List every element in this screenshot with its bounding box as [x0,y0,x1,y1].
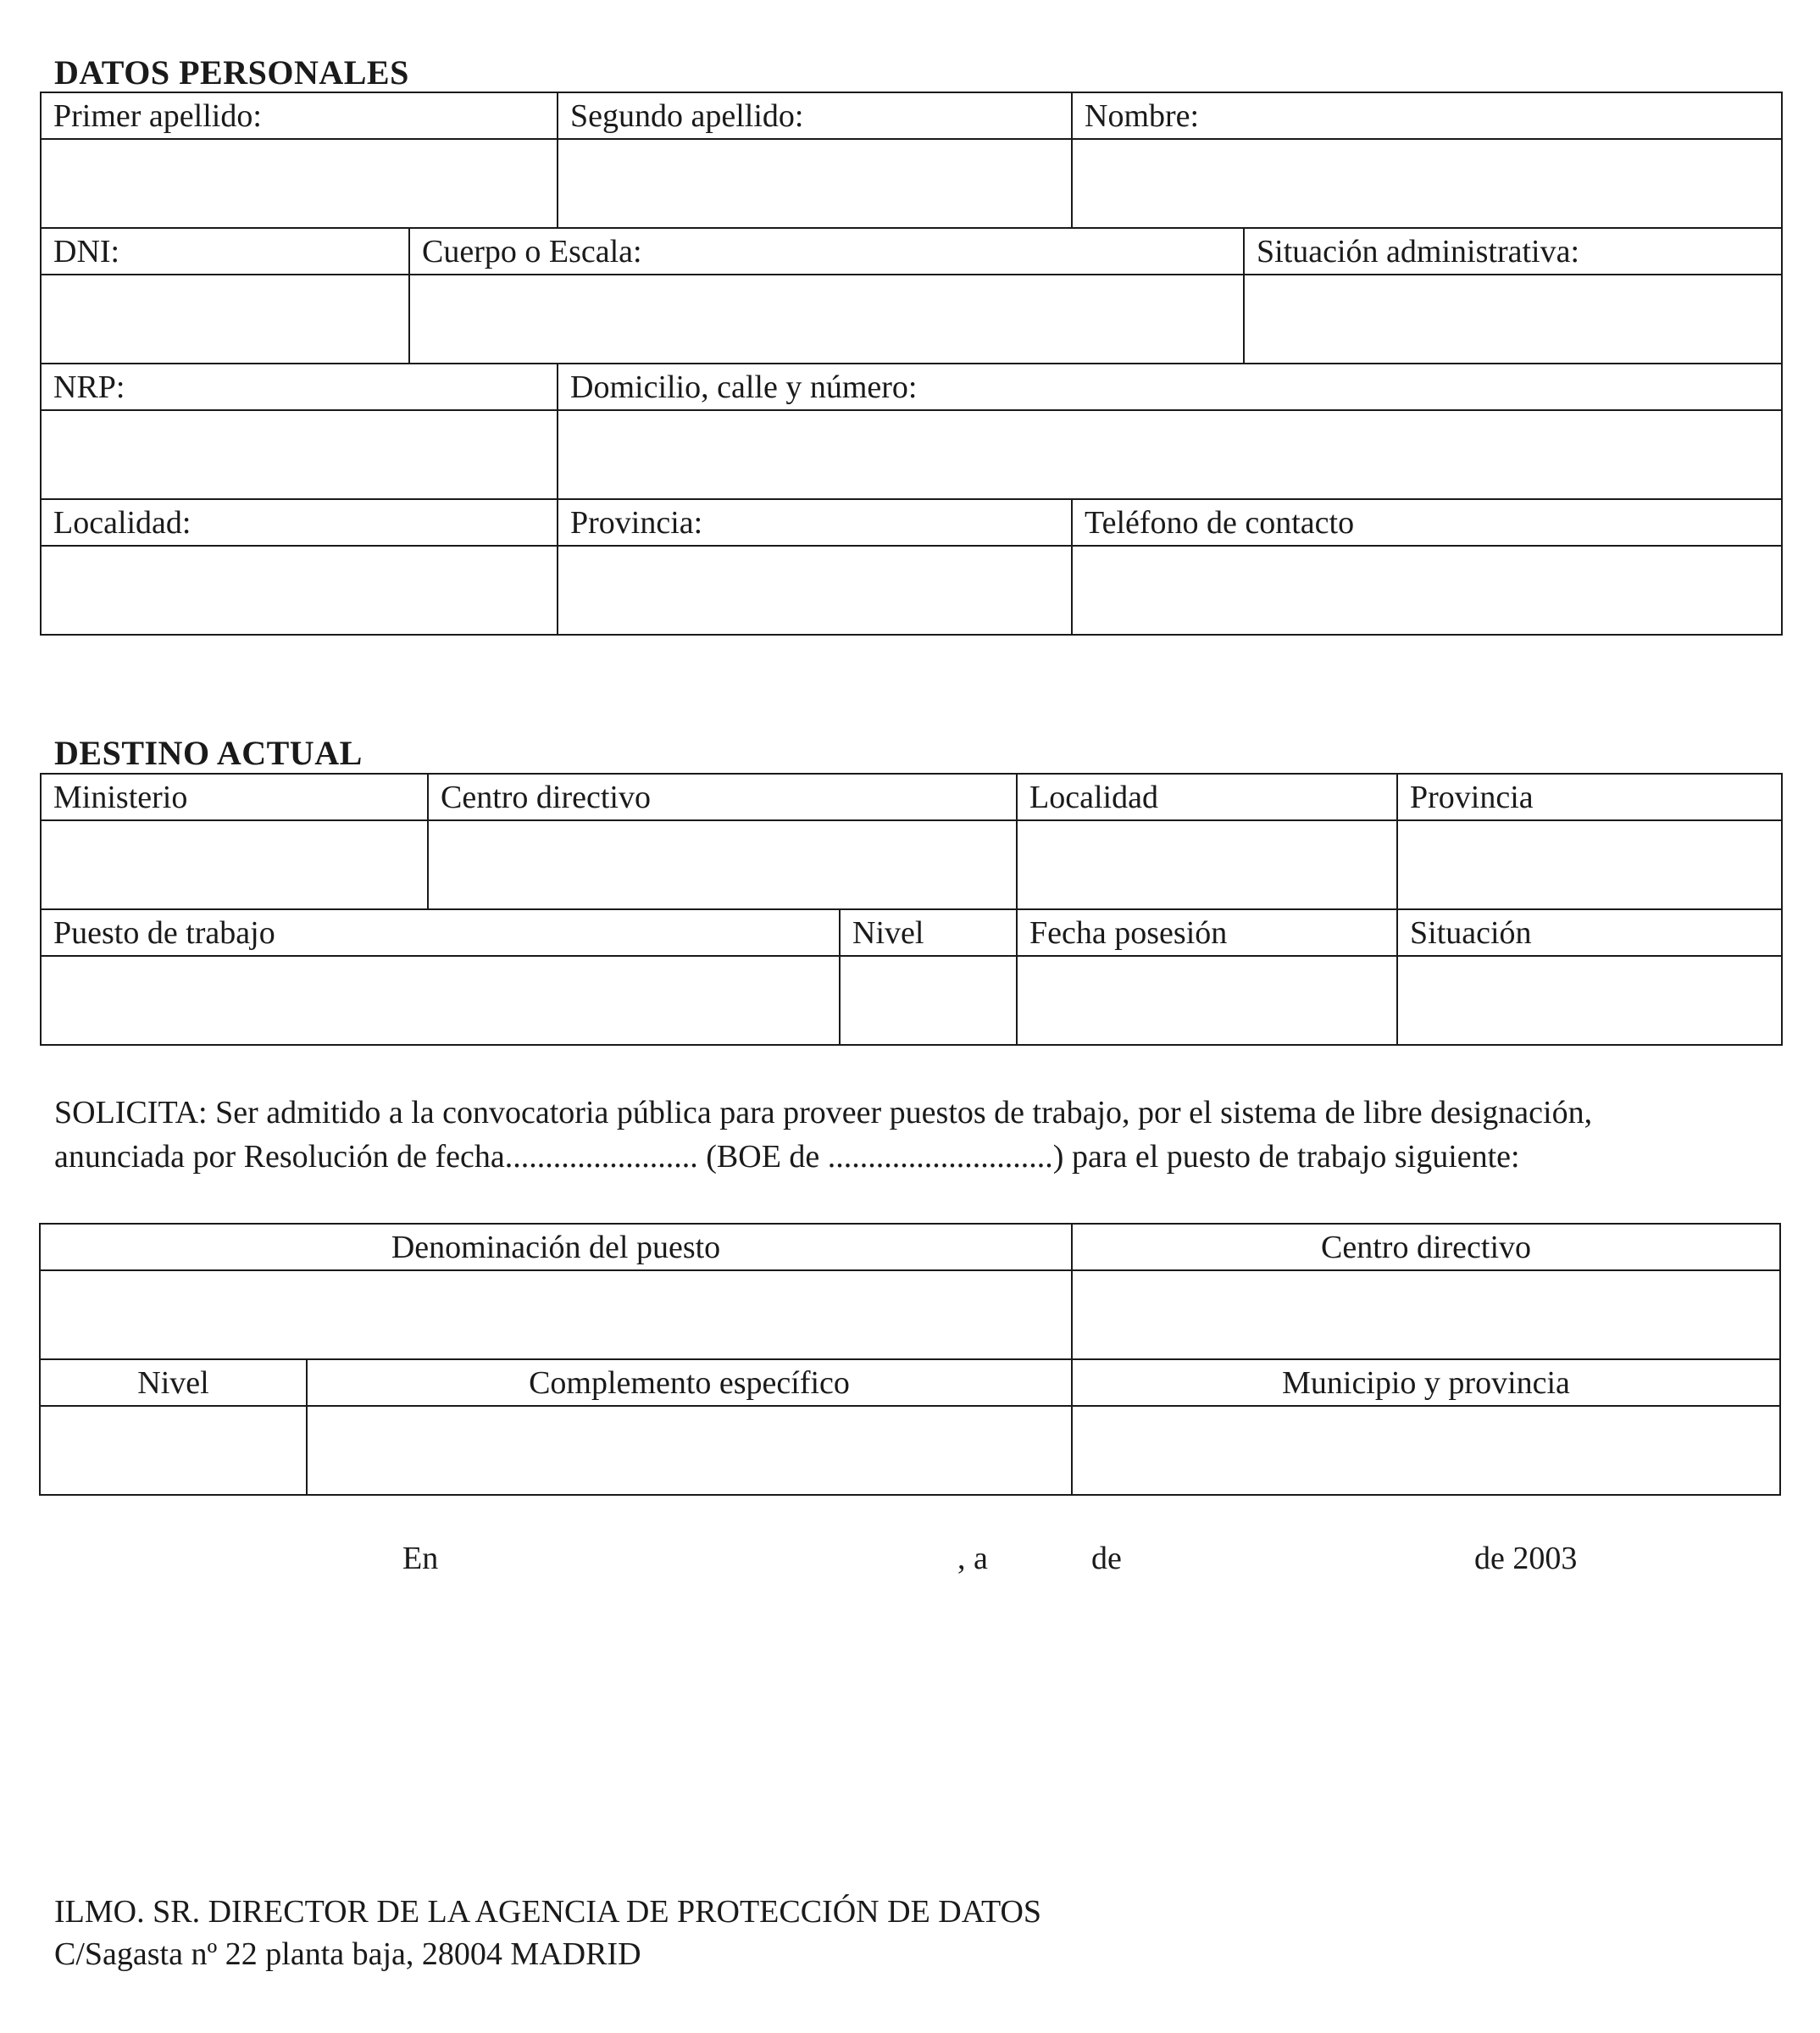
localidad-label: Localidad: [41,499,558,546]
denominacion-puesto-label: Denominación del puesto [40,1224,1072,1270]
table-row [41,139,1782,228]
solicita-line-2: anunciada por Resolución de fecha........................ (BOE de ............................) para el puesto de trabajo siguiente: [54,1139,1520,1175]
table-row [41,275,1782,364]
situacion-field[interactable] [1397,956,1782,1045]
table-row [40,1270,1780,1359]
cuerpo-escala-field[interactable] [409,275,1244,364]
section-title-destino-actual: DESTINO ACTUAL [54,734,363,772]
table-row [41,909,1782,956]
fecha-de-label: de [1091,1541,1122,1576]
nombre-label: Nombre: [1072,92,1782,139]
complemento-especifico-field[interactable] [307,1406,1072,1495]
puesto-solicitado-table [39,1223,1781,1496]
situacion-administrativa-label: Situación administrativa: [1244,228,1782,275]
nivel-label: Nivel [40,1359,307,1406]
solicita-line-1: SOLICITA: Ser admitido a la convocatoria pública para proveer puestos de trabajo, por el sistema de libre designación, [54,1095,1593,1130]
centro-directivo-label: Centro directivo [1072,1224,1780,1270]
primer-apellido-field[interactable] [41,139,558,228]
provincia-field[interactable] [558,546,1072,635]
fecha-year-label: de 2003 [1474,1541,1578,1576]
nrp-label: NRP: [41,364,558,410]
primer-apellido-label: Primer apellido: [41,92,558,139]
nrp-field[interactable] [41,410,558,499]
destinatario-line-2: C/Sagasta nº 22 planta baja, 28004 MADRID [54,1936,641,1972]
localidad-label: Localidad [1017,774,1397,820]
fecha-a-label: , a [957,1541,988,1576]
cuerpo-escala-label: Cuerpo o Escala: [409,228,1244,275]
provincia-label: Provincia [1397,774,1782,820]
domicilio-label: Domicilio, calle y número: [558,364,1782,410]
destino-actual-table [40,773,1783,1046]
table-row [40,1359,1780,1406]
segundo-apellido-label: Segundo apellido: [558,92,1072,139]
ministerio-label: Ministerio [41,774,428,820]
destinatario-line-1: ILMO. SR. DIRECTOR DE LA AGENCIA DE PROTECCIÓN DE DATOS [54,1894,1042,1930]
table-row [40,1224,1780,1270]
municipio-provincia-label: Municipio y provincia [1072,1359,1780,1406]
nivel-label: Nivel [840,909,1017,956]
nombre-field[interactable] [1072,139,1782,228]
fecha-posesion-label: Fecha posesión [1017,909,1397,956]
fecha-en-label: En [402,1541,439,1576]
provincia-label: Provincia: [558,499,1072,546]
dni-label: DNI: [41,228,409,275]
table-row [41,774,1782,820]
dni-field[interactable] [41,275,409,364]
localidad-field[interactable] [41,546,558,635]
domicilio-field[interactable] [558,410,1782,499]
table-row [41,546,1782,635]
complemento-especifico-label: Complemento específico [307,1359,1072,1406]
nivel-field[interactable] [40,1406,307,1495]
table-row [41,956,1782,1045]
provincia-field[interactable] [1397,820,1782,909]
localidad-field[interactable] [1017,820,1397,909]
table-row [41,228,1782,275]
table-row [41,364,1782,410]
municipio-provincia-field[interactable] [1072,1406,1780,1495]
situacion-administrativa-field[interactable] [1244,275,1782,364]
centro-directivo-field[interactable] [428,820,1017,909]
datos-personales-table [40,92,1783,636]
telefono-label: Teléfono de contacto [1072,499,1782,546]
table-row [41,499,1782,546]
table-row [41,410,1782,499]
denominacion-puesto-field[interactable] [40,1270,1072,1359]
nivel-field[interactable] [840,956,1017,1045]
puesto-trabajo-label: Puesto de trabajo [41,909,840,956]
telefono-field[interactable] [1072,546,1782,635]
table-row [41,820,1782,909]
centro-directivo-label: Centro directivo [428,774,1017,820]
fecha-posesion-field[interactable] [1017,956,1397,1045]
segundo-apellido-field[interactable] [558,139,1072,228]
puesto-trabajo-field[interactable] [41,956,840,1045]
ministerio-field[interactable] [41,820,428,909]
centro-directivo-field[interactable] [1072,1270,1780,1359]
table-row [40,1406,1780,1495]
table-row [41,92,1782,139]
solicita-paragraph [54,1091,1800,1179]
situacion-label: Situación [1397,909,1782,956]
section-title-datos-personales: DATOS PERSONALES [54,53,409,92]
